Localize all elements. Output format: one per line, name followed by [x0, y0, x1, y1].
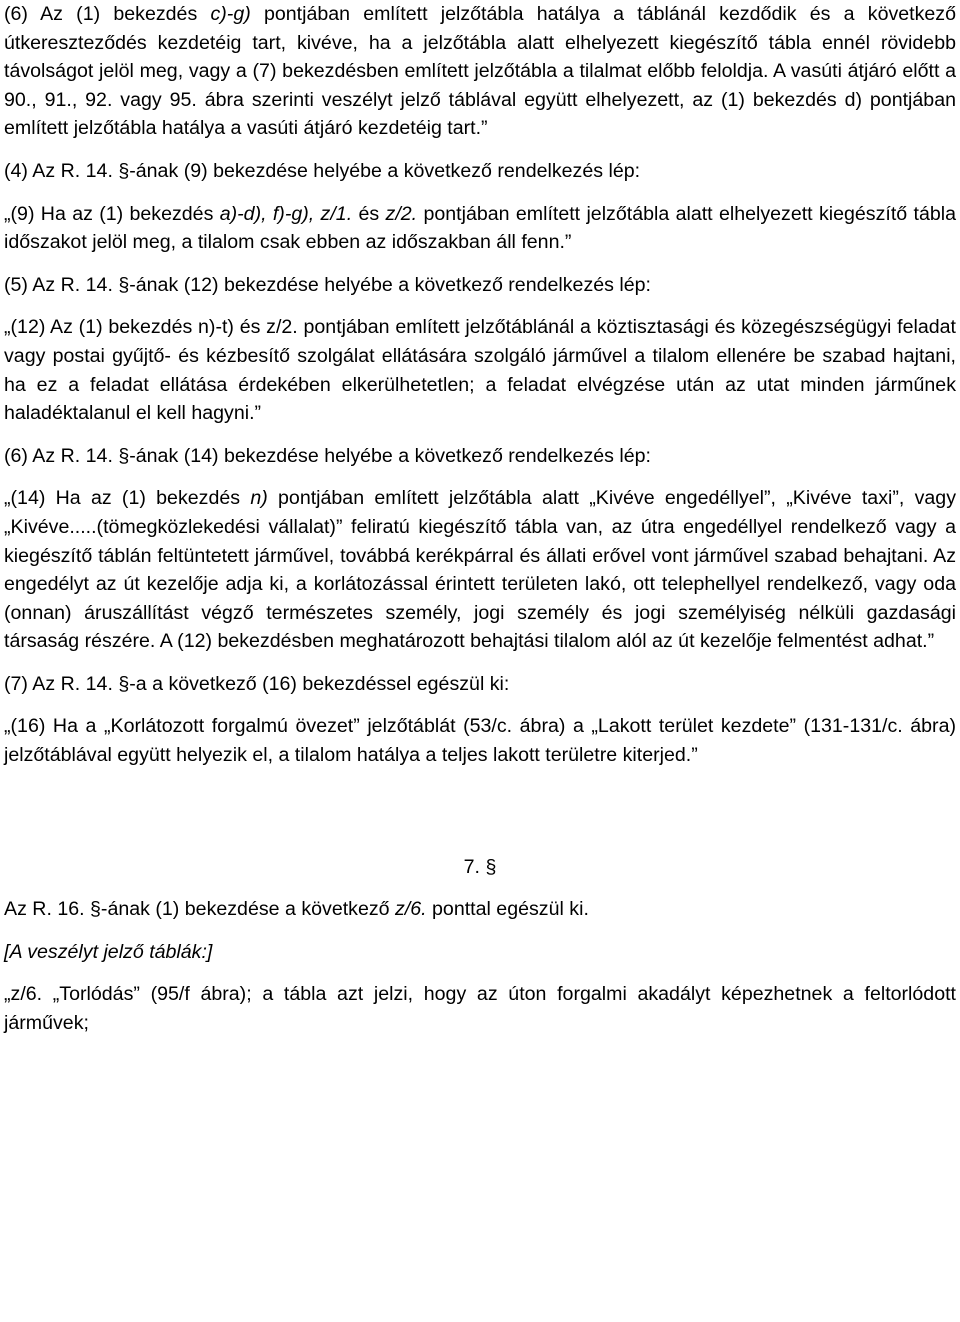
amendment-6-text: „(14) Ha az (1) bekezdés n) pontjában említett jelzőtábla alatt „Kivéve engedéllyel”, „Kivéve taxi”, vagy „Kivéve.....(tömegközlekedési vállalat)” feliratú kiegészítő tábla van, az útra engedéllyel rendelkező vagy a kiegészítő táblán feltüntetett járművel, továbbá kerékpárral és állati erővel vont járművel szabad behajtani. Az engedélyt az út kezelője adja ki, a korlátozással érintett területen lakó, ott telephellyel rendelkező, vagy oda (onnan) áruszállítást végző természetes személy, jogi személy és jogi személyiség nélküli gazdasági társaság részére. A (12) bekezdésben meghatározott behajtási tilalom alól az út kezelője felmentést adhat.”	[4, 487, 956, 653]
amendment-5-text: „(12) Az (1) bekezdés n)-t) és z/2. pontjában említett jelzőtáblánál a köztisztasági és közegészségügyi feladat vagy postai gyűjtő- és kézbesítő szolgálat ellátására szolgáló járművel a tilalom ellenére be szabad hajtani, ha ez a feladat ellátása érdekében elkerülhetetlen; a feladat elvégzése után az utat minden járműnek haladéktalanul el kell hagyni.”	[4, 316, 956, 425]
section-7-item: „z/6. „Torlódás” (95/f ábra); a tábla azt jelzi, hogy az úton forgalmi akadályt képezhetnek a feltorlódott járművek;	[4, 983, 956, 1035]
amendment-4-text: „(9) Ha az (1) bekezdés a)-d), f)-g), z/1. és z/2. pontjában említett jelzőtábla alatt elhelyezett kiegészítő tábla időszakot jelöl meg, a tilalom csak ebben az időszakban áll fenn.”	[4, 202, 956, 254]
amendment-6-heading: (6) Az R. 14. §-ának (14) bekezdése helyébe a következő rendelkezés lép:	[4, 444, 651, 467]
amendment-7-text: „(16) Ha a „Korlátozott forgalmú övezet” jelzőtáblát (53/c. ábra) a „Lakott terület kezdete” (131-131/c. ábra) jelzőtáblával együtt helyezik el, a tilalom hatálya a teljes lakott területre kiterjed.”	[4, 715, 956, 767]
document-page	[4, 0, 956, 1038]
section-7-heading: [A veszélyt jelző táblák:]	[4, 940, 213, 963]
amendment-4-heading: (4) Az R. 14. §-ának (9) bekezdése helyébe a következő rendelkezés lép:	[4, 159, 641, 182]
section-7-text: Az R. 16. §-ának (1) bekezdése a következő z/6. ponttal egészül ki.	[4, 898, 589, 921]
amendment-5-heading: (5) Az R. 14. §-ának (12) bekezdése helyébe a következő rendelkezés lép:	[4, 273, 651, 296]
paragraph-6-continuation: (6) Az (1) bekezdés c)-g) pontjában említett jelzőtábla hatálya a táblánál kezdődik és a következő útkereszteződés kezdetéig tart, kivéve, ha a jelzőtábla alatt elhelyezett kiegészítő tábla ennél rövidebb távolságot jelöl meg, vagy a (7) bekezdésben említett jelzőtábla a tilalmat előbb feloldja. A vasúti átjáró előtt a 90., 91., 92. vagy 95. ábra szerinti veszélyt jelző táblával együtt elhelyezett, az (1) bekezdés d) pontjában említett jelzőtábla hatálya a vasúti átjáró kezdetéig tart.”	[4, 3, 956, 140]
amendment-7-heading: (7) Az R. 14. §-a a következő (16) bekezdéssel egészül ki:	[4, 672, 510, 695]
section-number: 7. §	[463, 855, 497, 878]
